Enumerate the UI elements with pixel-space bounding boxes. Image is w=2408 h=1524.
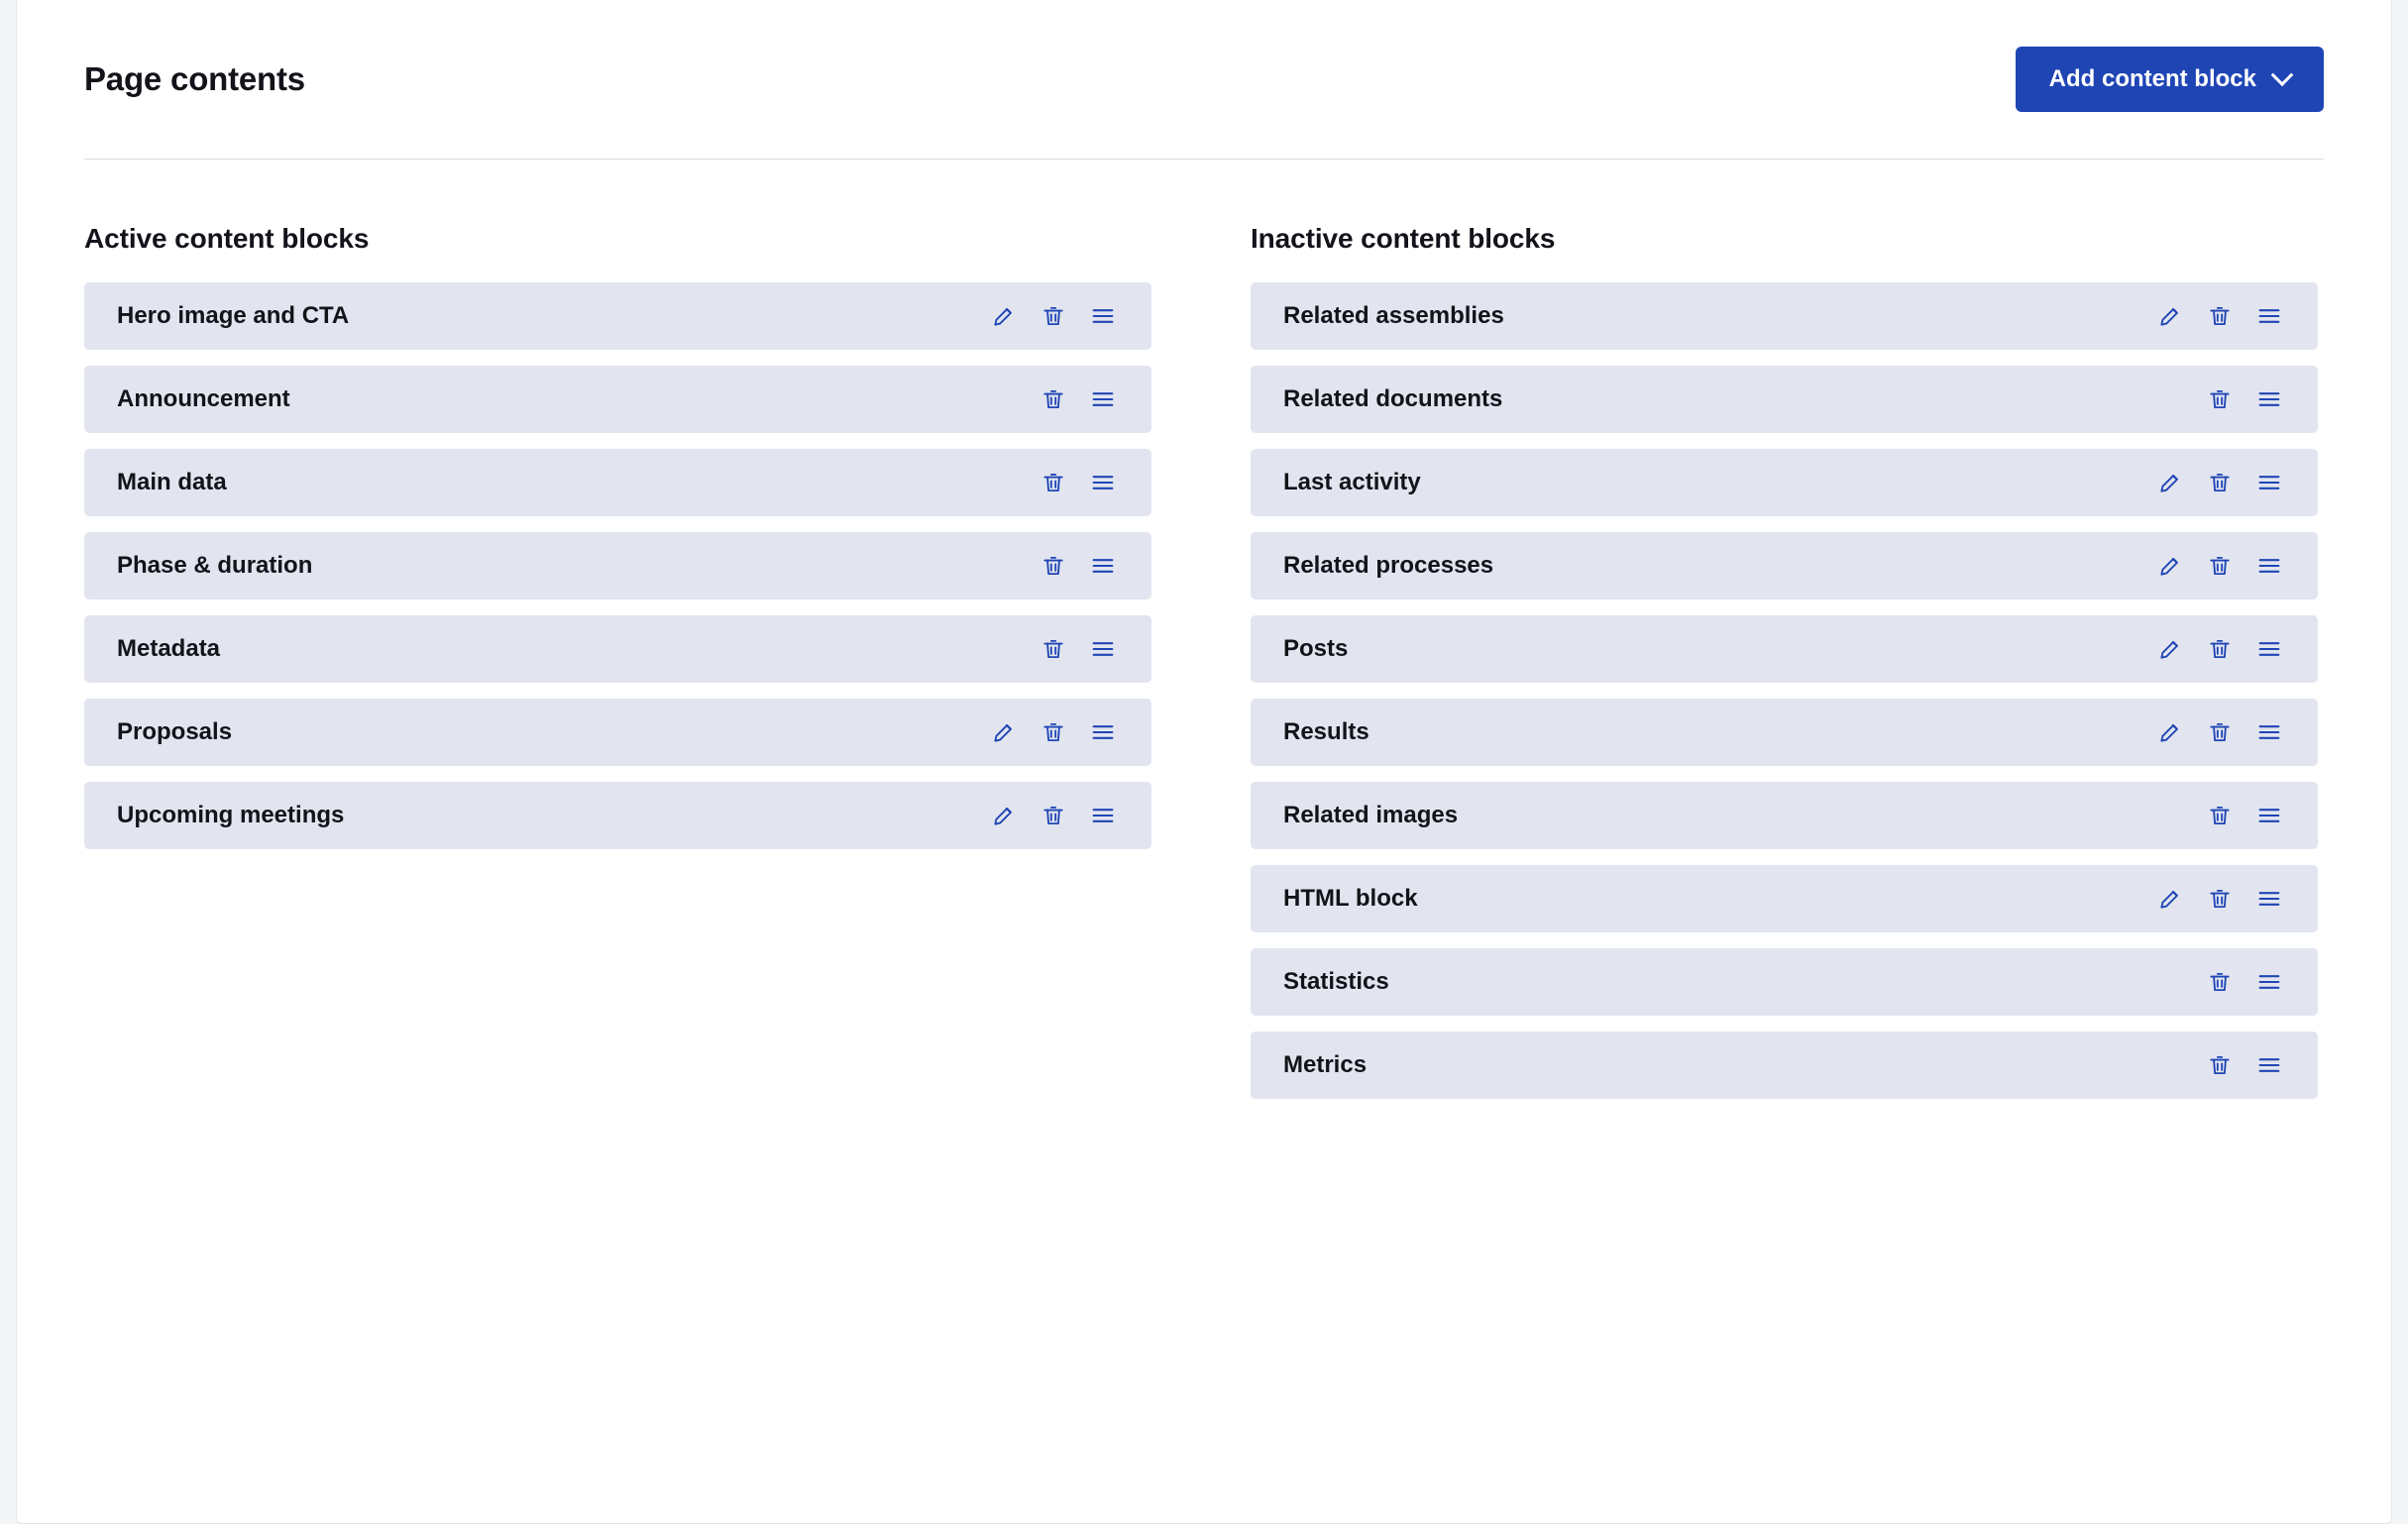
content-block-actions [2155, 884, 2284, 914]
content-block-row[interactable] [84, 449, 1151, 516]
trash-icon[interactable] [1039, 801, 1068, 830]
drag-handle-icon[interactable] [2254, 801, 2284, 830]
content-block-actions [1039, 468, 1118, 497]
drag-handle-icon[interactable] [1088, 551, 1118, 581]
trash-icon[interactable] [1039, 717, 1068, 747]
content-block-label: Results [1283, 718, 1369, 745]
content-block-actions [989, 301, 1118, 331]
drag-handle-icon[interactable] [2254, 717, 2284, 747]
content-block-actions [2205, 384, 2284, 414]
content-block-actions [2155, 551, 2284, 581]
content-block-row[interactable] [1251, 532, 2318, 599]
content-block-label: Statistics [1283, 968, 1389, 995]
content-block-label: Related assemblies [1283, 302, 1504, 329]
content-block-actions [1039, 634, 1118, 664]
chevron-down-icon [2271, 63, 2294, 86]
trash-icon[interactable] [2205, 967, 2235, 997]
content-block-row[interactable] [1251, 782, 2318, 849]
content-block-label: Related processes [1283, 552, 1494, 579]
trash-icon[interactable] [1039, 384, 1068, 414]
content-block-row[interactable] [1251, 1032, 2318, 1099]
content-block-actions [2205, 967, 2284, 997]
inactive-block-list [1251, 282, 2318, 1099]
content-block-actions [1039, 551, 1118, 581]
trash-icon[interactable] [2205, 384, 2235, 414]
trash-icon[interactable] [2205, 801, 2235, 830]
content-block-row[interactable] [84, 366, 1151, 433]
add-content-block-label: Add content block [2048, 65, 2256, 92]
content-block-row[interactable] [84, 615, 1151, 683]
drag-handle-icon[interactable] [2254, 468, 2284, 497]
pencil-icon[interactable] [2155, 468, 2185, 497]
drag-handle-icon[interactable] [2254, 1050, 2284, 1080]
content-block-label: Phase & duration [117, 552, 313, 579]
content-block-row[interactable] [1251, 449, 2318, 516]
header-divider [84, 159, 2324, 160]
trash-icon[interactable] [1039, 634, 1068, 664]
content-block-label: Posts [1283, 635, 1349, 662]
content-block-label: Upcoming meetings [117, 802, 345, 828]
drag-handle-icon[interactable] [1088, 717, 1118, 747]
content-block-actions [2155, 717, 2284, 747]
content-block-row[interactable] [84, 782, 1151, 849]
pencil-icon[interactable] [989, 301, 1019, 331]
trash-icon[interactable] [2205, 717, 2235, 747]
trash-icon[interactable] [2205, 1050, 2235, 1080]
trash-icon[interactable] [1039, 551, 1068, 581]
pencil-icon[interactable] [2155, 301, 2185, 331]
pencil-icon[interactable] [989, 801, 1019, 830]
content-block-label: Metrics [1283, 1051, 1368, 1078]
active-content-blocks-column [84, 223, 1151, 1115]
content-block-row[interactable] [1251, 699, 2318, 766]
content-block-row[interactable] [1251, 366, 2318, 433]
trash-icon[interactable] [1039, 468, 1068, 497]
content-block-actions [989, 717, 1118, 747]
content-block-actions [2205, 1050, 2284, 1080]
page-header [17, 0, 2391, 159]
content-block-actions [2155, 301, 2284, 331]
drag-handle-icon[interactable] [2254, 301, 2284, 331]
drag-handle-icon[interactable] [1088, 801, 1118, 830]
drag-handle-icon[interactable] [2254, 884, 2284, 914]
content-block-row[interactable] [1251, 615, 2318, 683]
drag-handle-icon[interactable] [2254, 634, 2284, 664]
trash-icon[interactable] [2205, 634, 2235, 664]
content-block-label: Main data [117, 469, 227, 495]
trash-icon[interactable] [2205, 301, 2235, 331]
page-title: Page contents [84, 60, 305, 97]
drag-handle-icon[interactable] [1088, 301, 1118, 331]
content-block-label: HTML block [1283, 885, 1418, 912]
content-block-label: Metadata [117, 635, 221, 662]
trash-icon[interactable] [2205, 468, 2235, 497]
inactive-column-title: Inactive content blocks [1251, 223, 1556, 254]
content-block-actions [2205, 801, 2284, 830]
pencil-icon[interactable] [2155, 717, 2185, 747]
content-block-row[interactable] [84, 532, 1151, 599]
trash-icon[interactable] [2205, 551, 2235, 581]
content-block-actions [1039, 384, 1118, 414]
active-column-title: Active content blocks [84, 223, 370, 254]
active-block-list [84, 282, 1151, 849]
content-block-label: Related images [1283, 802, 1459, 828]
content-block-label: Last activity [1283, 469, 1421, 495]
drag-handle-icon[interactable] [1088, 468, 1118, 497]
add-content-block-button[interactable] [2016, 47, 2324, 112]
drag-handle-icon[interactable] [1088, 634, 1118, 664]
content-block-label: Hero image and CTA [117, 302, 350, 329]
content-block-row[interactable] [1251, 865, 2318, 932]
content-block-actions [2155, 634, 2284, 664]
drag-handle-icon[interactable] [2254, 551, 2284, 581]
pencil-icon[interactable] [2155, 634, 2185, 664]
content-block-row[interactable] [1251, 282, 2318, 350]
content-block-row[interactable] [84, 699, 1151, 766]
trash-icon[interactable] [2205, 884, 2235, 914]
content-block-label: Announcement [117, 385, 290, 412]
pencil-icon[interactable] [989, 717, 1019, 747]
content-block-actions [989, 801, 1118, 830]
pencil-icon[interactable] [2155, 551, 2185, 581]
inactive-content-blocks-column [1251, 223, 2318, 1115]
content-block-actions [2155, 468, 2284, 497]
drag-handle-icon[interactable] [2254, 384, 2284, 414]
page-contents-card [16, 0, 2392, 1524]
content-block-row[interactable] [84, 282, 1151, 350]
content-block-row[interactable] [1251, 948, 2318, 1016]
drag-handle-icon[interactable] [2254, 967, 2284, 997]
trash-icon[interactable] [1039, 301, 1068, 331]
drag-handle-icon[interactable] [1088, 384, 1118, 414]
content-block-columns [17, 223, 2391, 1115]
content-block-label: Related documents [1283, 385, 1503, 412]
content-block-label: Proposals [117, 718, 233, 745]
pencil-icon[interactable] [2155, 884, 2185, 914]
